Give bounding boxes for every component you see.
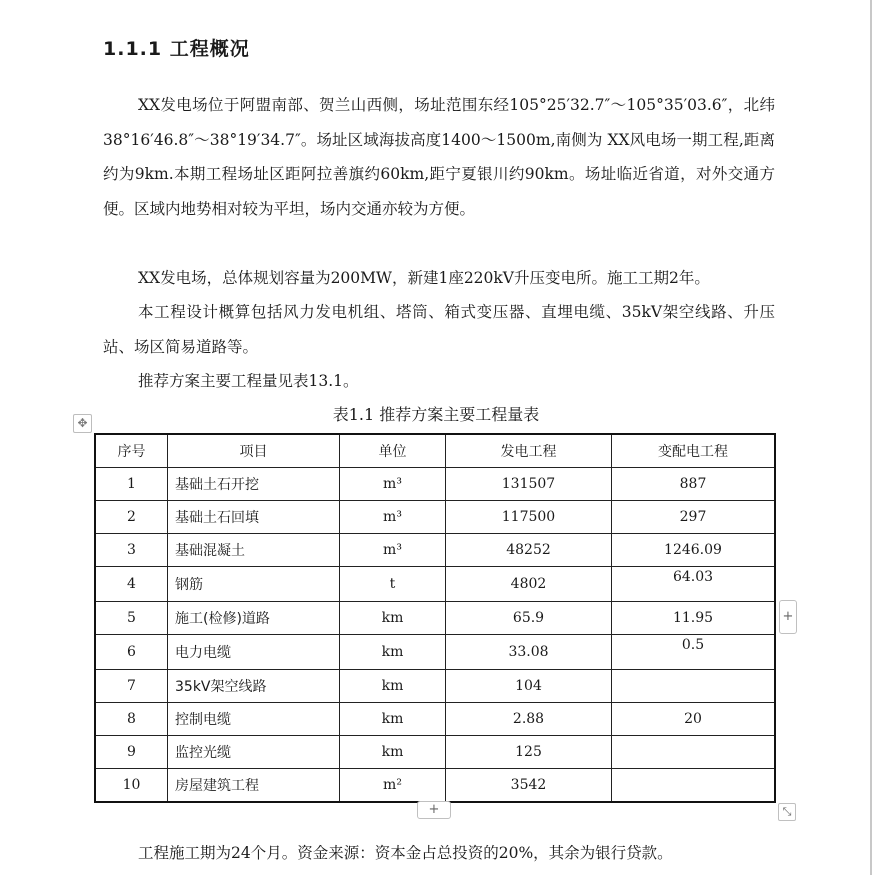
cell-no: 9 (95, 736, 168, 769)
cell-unit: km (340, 670, 446, 703)
table-row (95, 468, 775, 501)
table-row (95, 567, 775, 602)
header-substation: 变配电工程 (612, 434, 776, 468)
cell-generation: 104 (446, 670, 612, 703)
table-header-row (95, 434, 775, 468)
cell-no: 5 (95, 602, 168, 635)
header-generation: 发电工程 (446, 434, 612, 468)
cell-unit: km (340, 703, 446, 736)
table-caption: 表1.1 推荐方案主要工程量表 (332, 405, 540, 424)
cell-unit: km (340, 635, 446, 670)
header-no: 序号 (95, 434, 168, 468)
cell-generation: 117500 (446, 501, 612, 534)
header-unit: 单位 (340, 434, 446, 468)
cell-generation: 33.08 (446, 635, 612, 670)
cell-generation: 4802 (446, 567, 612, 602)
section-heading: 1.1.1 工程概况 (103, 38, 250, 60)
table-row (95, 670, 775, 703)
cell-item: 基础土石开挖 (168, 468, 340, 501)
cell-substation: 1246.09 (612, 534, 776, 567)
paragraph-table-ref: 推荐方案主要工程量见表13.1。 (138, 372, 359, 390)
add-column-button[interactable]: + (779, 600, 797, 634)
cell-generation: 2.88 (446, 703, 612, 736)
cell-substation (612, 670, 776, 703)
cell-generation: 48252 (446, 534, 612, 567)
paragraph-capacity: XX发电场，总体规划容量为200MW，新建1座220kV升压变电所。施工工期2年。 (138, 269, 710, 287)
cell-no: 10 (95, 769, 168, 803)
cell-item: 35kV架空线路 (168, 670, 340, 703)
cell-no: 8 (95, 703, 168, 736)
paragraph-funding: 工程施工期为24个月。资金来源：资本金占总投资的20%，其余为银行贷款。 (138, 844, 673, 862)
cell-no: 6 (95, 635, 168, 670)
cell-substation: 64.03 (612, 567, 776, 602)
cell-unit: km (340, 736, 446, 769)
cell-item: 基础土石回填 (168, 501, 340, 534)
cell-item: 钢筋 (168, 567, 340, 602)
table-row (95, 736, 775, 769)
cell-unit: km (340, 602, 446, 635)
cell-substation (612, 736, 776, 769)
table-row (95, 703, 775, 736)
cell-generation: 125 (446, 736, 612, 769)
table-move-icon[interactable]: ✥ (73, 414, 92, 433)
cell-unit: m³ (340, 468, 446, 501)
cell-unit: m² (340, 769, 446, 803)
cell-no: 4 (95, 567, 168, 602)
cell-no: 2 (95, 501, 168, 534)
cell-unit: m³ (340, 534, 446, 567)
cell-substation: 11.95 (612, 602, 776, 635)
table-row (95, 769, 775, 803)
cell-generation: 131507 (446, 468, 612, 501)
cell-no: 1 (95, 468, 168, 501)
cell-no: 7 (95, 670, 168, 703)
cell-unit: m³ (340, 501, 446, 534)
cell-substation: 297 (612, 501, 776, 534)
table-row (95, 534, 775, 567)
cell-unit: t (340, 567, 446, 602)
table-resize-icon[interactable]: ⤡ (778, 803, 796, 821)
cell-item: 房屋建筑工程 (168, 769, 340, 803)
cell-substation (612, 769, 776, 803)
cell-item: 基础混凝土 (168, 534, 340, 567)
header-item: 项目 (168, 434, 340, 468)
cell-item: 电力电缆 (168, 635, 340, 670)
paragraph-scope: 本工程设计概算包括风力发电机组、塔筒、箱式变压器、直埋电缆、35kV架空线路、升压站、场区简易道路等。 (103, 303, 775, 356)
paragraph-location: XX发电场位于阿盟南部、贺兰山西侧，场址范围东经105°25′32.7″～105°35′03.6″，北纬38°16′46.8″～38°19′34.7″。场址区域海拔高度1400～1500m,南侧为 XX风电场一期工程,距离约为9km.本期工程场址区距阿拉善旗约60km,距宁夏银川约90km。场址临近省道，对外交通方便。区域内地势相对较为平坦，场内交通亦较为方便。 (103, 96, 775, 218)
cell-item: 控制电缆 (168, 703, 340, 736)
table-row (95, 635, 775, 670)
cell-generation: 65.9 (446, 602, 612, 635)
quantity-table (94, 433, 776, 803)
table-row (95, 602, 775, 635)
cell-substation: 0.5 (612, 635, 776, 670)
cell-item: 施工(检修)道路 (168, 602, 340, 635)
table-row (95, 501, 775, 534)
cell-substation: 887 (612, 468, 776, 501)
cell-generation: 3542 (446, 769, 612, 803)
cell-substation: 20 (612, 703, 776, 736)
add-row-button[interactable]: + (417, 801, 451, 819)
cell-no: 3 (95, 534, 168, 567)
cell-item: 监控光缆 (168, 736, 340, 769)
